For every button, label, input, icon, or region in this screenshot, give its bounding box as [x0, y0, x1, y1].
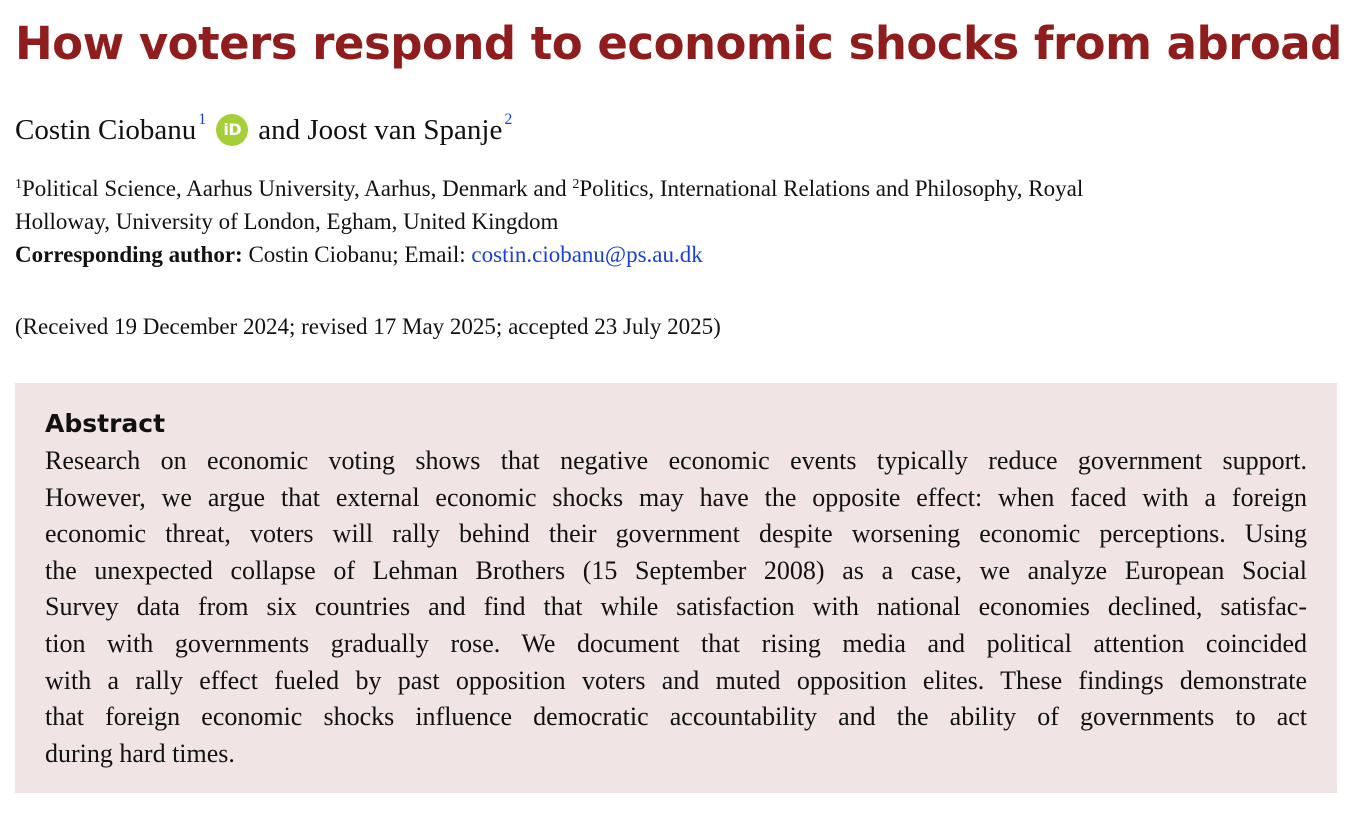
abstract-line: tion with governments gradually rose. We document that rising media and political attention coincided: [45, 628, 1307, 658]
author-conjunction: and: [258, 114, 301, 146]
abstract-line: the unexpected collapse of Lehman Brothers (15 September 2008) as a case, we analyze European Social: [45, 555, 1307, 585]
abstract-line: that foreign economic shocks influence democratic accountability and the ability of governments to act: [45, 702, 1307, 732]
abstract-line: with a rally effect fueled by past opposition voters and muted opposition elites. These findings demonstrate: [45, 665, 1307, 695]
affiliation-2-marker: 2: [572, 177, 580, 192]
abstract-line: economic threat, voters will rally behind their government despite worsening economic perceptions. Using: [45, 519, 1307, 549]
affiliations-block: [15, 172, 1335, 271]
author-name-1: Costin Ciobanu: [15, 114, 197, 146]
abstract-line: Survey data from six countries and find that while satisfaction with national economies declined, satisfac-: [45, 592, 1307, 622]
email-link[interactable]: costin.ciobanu@ps.au.dk: [471, 242, 703, 267]
orcid-icon[interactable]: iD: [216, 114, 248, 146]
affiliation-1-marker: 1: [15, 177, 22, 192]
abstract-line: Research on economic voting shows that negative economic events typically reduce government support.: [45, 446, 1307, 475]
affiliation-1-text: Political Science, Aarhus University, Aarhus, Denmark and: [22, 176, 573, 201]
affiliation-2-text-part1: Politics, International Relations and Philosophy, Royal: [579, 176, 1084, 201]
abstract-line: However, we argue that external economic shocks may have the opposite effect: when faced with a foreign: [45, 482, 1307, 512]
abstract-box: [15, 383, 1337, 793]
corresponding-author-line: [15, 238, 1335, 271]
affiliation-line-1: [15, 172, 1335, 205]
paper-title: How voters respond to economic shocks from abroad: [15, 17, 1342, 70]
corresponding-author-text: Costin Ciobanu; Email:: [242, 242, 472, 267]
author-line: Costin Ciobanu $^1$ iD and Joost van Spanje $^2$: [15, 110, 512, 150]
affiliation-line-2: Holloway, University of London, Egham, United Kingdom: [15, 209, 559, 234]
submission-dates: (Received 19 December 2024; revised 17 May 2025; accepted 23 July 2025): [15, 314, 721, 339]
abstract-body: [45, 443, 1307, 772]
author-name-2: Joost van Spanje: [307, 114, 503, 146]
corresponding-author-label: Corresponding author:: [15, 242, 243, 267]
abstract-line: during hard times.: [45, 738, 235, 768]
abstract-heading: Abstract: [45, 409, 166, 438]
